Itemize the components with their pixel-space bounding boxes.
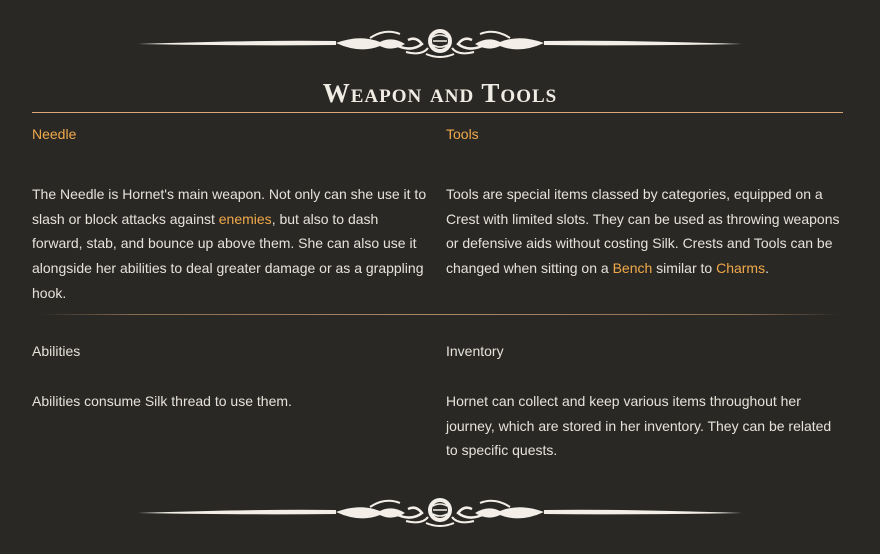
- needle-heading[interactable]: Needle: [32, 126, 77, 142]
- ornament-flourish-icon: [130, 491, 750, 531]
- title-divider: [32, 112, 843, 113]
- inventory-section: [446, 342, 846, 463]
- tools-text-part-3: .: [765, 260, 769, 277]
- tools-heading[interactable]: Tools: [446, 126, 479, 142]
- abilities-section: [32, 342, 432, 414]
- tools-text-part-2: similar to: [652, 260, 717, 277]
- needle-text-part-1: The Needle is Hornet's main weapon. Not only can she use it to slash or block attacks against: [32, 186, 427, 227]
- page-title: Weapon and Tools: [322, 78, 558, 108]
- charms-link[interactable]: Charms: [716, 260, 766, 277]
- top-ornament-divider: [130, 22, 750, 62]
- tools-section: [446, 125, 846, 281]
- needle-section: [32, 125, 432, 306]
- inventory-description: Hornet can collect and keep various items throughout her journey, which are stored in her inventory. They can be related to specific quests.: [446, 393, 832, 459]
- needle-description: [32, 182, 432, 306]
- tools-text-part-1: Tools are special items classed by categories, equipped on a Crest with limited slots. They can be used as throwing weapons or defensive aids without costing Silk. Crests and Tools can be changed when sitting on a: [446, 186, 840, 277]
- bench-link[interactable]: Bench: [612, 260, 653, 277]
- inventory-heading: Inventory: [446, 343, 504, 359]
- enemies-link[interactable]: enemies: [218, 210, 272, 227]
- bottom-ornament-divider: [130, 491, 750, 531]
- needle-text-part-2: , but also to dash forward, stab, and bounce up above them. She can also use it alongside her abilities to deal greater damage or as a grappling hook.: [32, 210, 424, 301]
- abilities-description: Abilities consume Silk thread to use them.: [32, 393, 292, 409]
- ornament-flourish-icon: [130, 22, 750, 62]
- section-divider: [40, 314, 840, 315]
- abilities-heading: Abilities: [32, 343, 81, 359]
- tools-description: [446, 182, 846, 281]
